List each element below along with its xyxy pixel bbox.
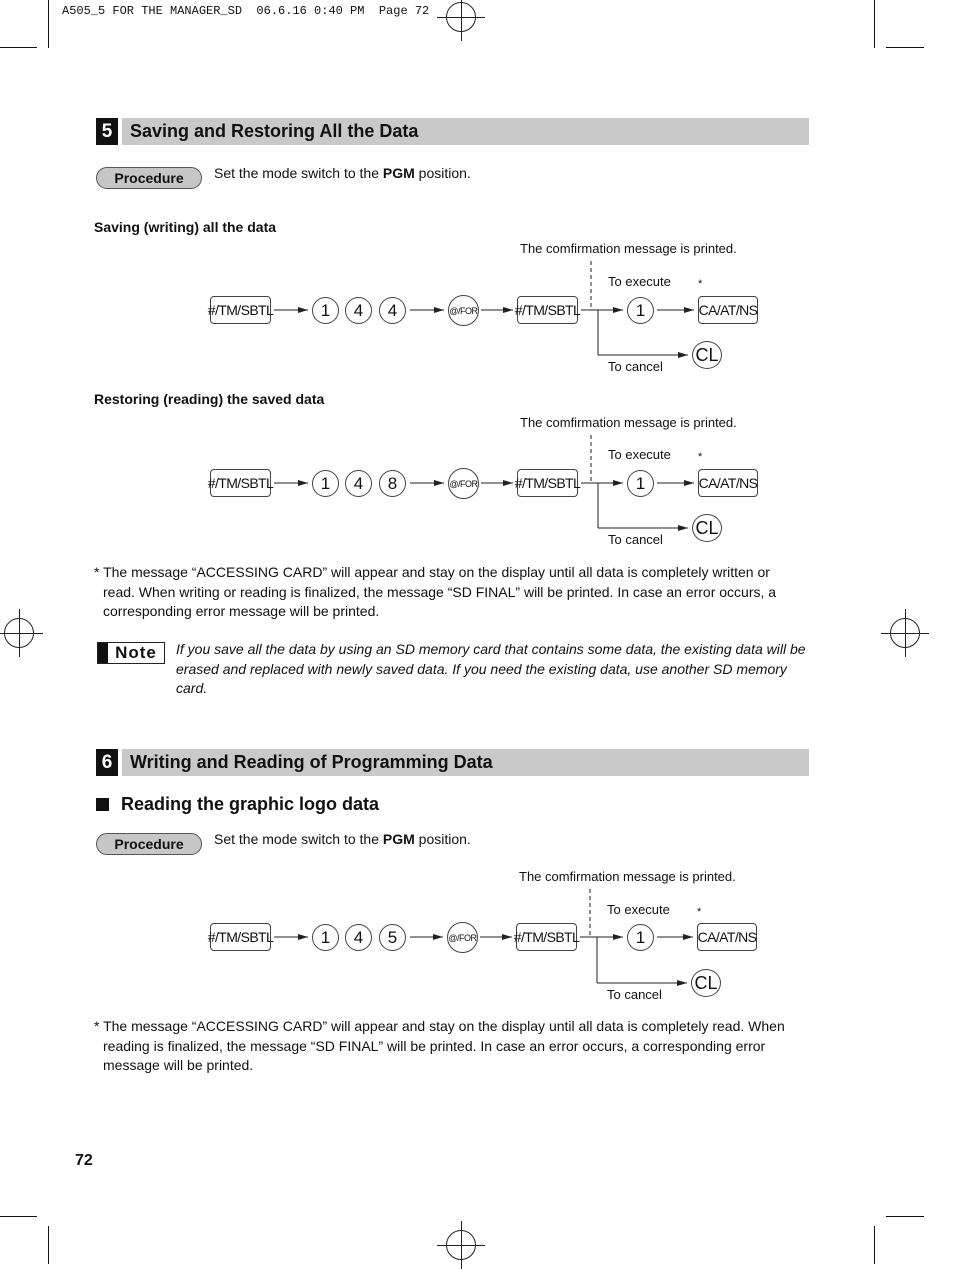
ca-at-ns-key: CA/AT/NS xyxy=(698,296,758,324)
procedure-label: Procedure xyxy=(96,167,202,189)
page-number: 72 xyxy=(75,1152,93,1169)
digit-key: 1 xyxy=(627,924,654,951)
digit-key: 4 xyxy=(345,924,372,951)
confirmation-message: The comfirmation message is printed. xyxy=(520,241,737,256)
for-key: @/FOR xyxy=(448,468,479,499)
asterisk: * xyxy=(698,451,703,463)
confirmation-message: The comfirmation message is printed. xyxy=(520,415,737,430)
digit-key: 1 xyxy=(627,297,654,324)
tm-sbtl-key: #/TM/SBTL xyxy=(210,296,271,324)
to-execute-label: To execute xyxy=(607,902,670,917)
subsection-heading: Reading the graphic logo data xyxy=(96,794,379,815)
digit-key: 1 xyxy=(312,297,339,324)
section-5-footnote: * The message “ACCESSING CARD” will appear and stay on the display until all data is completely written or read. When writing or reading is finalized, the message “SD FINAL” will be printed. In case an error occurs, a corresponding error message will be printed. xyxy=(94,564,777,619)
procedure-text: Set the mode switch to the PGM position. xyxy=(214,165,471,181)
to-execute-label: To execute xyxy=(608,447,671,462)
digit-key: 1 xyxy=(312,924,339,951)
digit-key: 1 xyxy=(627,470,654,497)
to-execute-label: To execute xyxy=(608,274,671,289)
restoring-heading: Restoring (reading) the saved data xyxy=(94,391,325,407)
for-key: @/FOR xyxy=(448,295,479,326)
digit-key: 1 xyxy=(312,470,339,497)
cl-key: CL xyxy=(691,969,721,997)
digit-key: 5 xyxy=(379,924,406,951)
procedure-label: Procedure xyxy=(96,833,202,855)
to-cancel-label: To cancel xyxy=(608,532,663,547)
tm-sbtl-key: #/TM/SBTL xyxy=(517,296,578,324)
section-6-footnote: * The message “ACCESSING CARD” will appear and stay on the display until all data is completely read. When reading is finalized, the message “SD FINAL” will be printed. In case an error occurs, a corresponding error message will be printed. xyxy=(94,1018,785,1073)
digit-key: 4 xyxy=(379,297,406,324)
section-title: Saving and Restoring All the Data xyxy=(122,118,809,145)
to-cancel-label: To cancel xyxy=(608,359,663,374)
tm-sbtl-key: #/TM/SBTL xyxy=(210,923,271,951)
section-number: 6 xyxy=(96,749,118,776)
digit-key: 4 xyxy=(345,470,372,497)
tm-sbtl-key: #/TM/SBTL xyxy=(516,923,577,951)
cl-key: CL xyxy=(692,514,722,542)
for-key: @/FOR xyxy=(447,922,478,953)
tm-sbtl-key: #/TM/SBTL xyxy=(210,469,271,497)
to-cancel-label: To cancel xyxy=(607,987,662,1002)
ca-at-ns-key: CA/AT/NS xyxy=(697,923,757,951)
confirmation-message: The comfirmation message is printed. xyxy=(519,869,736,884)
digit-key: 8 xyxy=(379,470,406,497)
ca-at-ns-key: CA/AT/NS xyxy=(698,469,758,497)
section-title: Writing and Reading of Programming Data xyxy=(122,749,809,776)
procedure-text: Set the mode switch to the PGM position. xyxy=(214,831,471,847)
note-label: Note xyxy=(97,642,165,664)
note-text: If you save all the data by using an SD memory card that contains some data, the existing data will be erased and replaced with newly saved data. If you need the existing data, use another SD memory card. xyxy=(176,641,806,696)
tm-sbtl-key: #/TM/SBTL xyxy=(517,469,578,497)
asterisk: * xyxy=(697,906,702,918)
section-number: 5 xyxy=(96,118,118,145)
saving-heading: Saving (writing) all the data xyxy=(94,219,277,235)
digit-key: 4 xyxy=(345,297,372,324)
cl-key: CL xyxy=(692,341,722,369)
print-header: A505_5 FOR THE MANAGER_SD 06.6.16 0:40 PM Page 72 xyxy=(62,4,430,18)
asterisk: * xyxy=(698,278,703,290)
